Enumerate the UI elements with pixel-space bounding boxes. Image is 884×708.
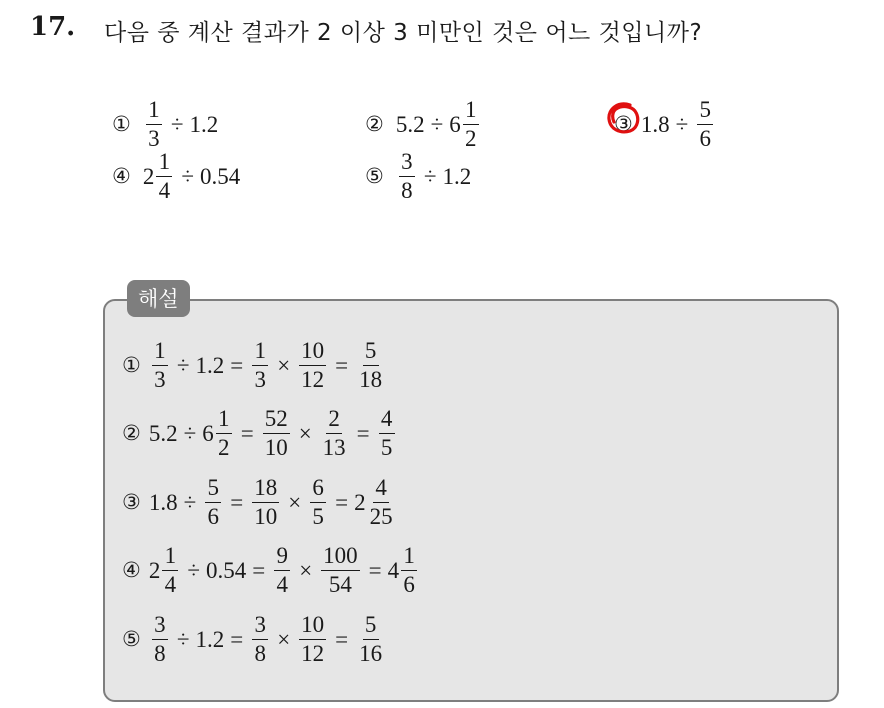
question-text: 다음 중 계산 결과가 2 이상 3 미만인 것은 어느 것입니까? (104, 20, 703, 46)
mixed-whole: 2 (142, 164, 155, 190)
fraction: $\frac{18}{10}$ (254, 475, 278, 530)
operand: 1.2 (442, 164, 472, 190)
divide-operator: ÷ (183, 490, 197, 516)
equals-sign: = (335, 353, 349, 379)
operand: 1.2 (195, 627, 225, 653)
explanation-line-4 (122, 544, 420, 598)
divide-operator: ÷ (423, 164, 437, 190)
equals-sign: = (335, 490, 349, 516)
line-marker: ⑤ (122, 627, 141, 652)
fraction: $\frac{4}{5}$ (379, 407, 395, 461)
mixed-whole: 2 (148, 558, 161, 584)
explanation-line-1 (122, 339, 387, 393)
fraction: $\frac{52}{10}$ (264, 406, 288, 461)
fraction: $\frac{5}{16}$ (359, 612, 383, 667)
operand: 5.2 (395, 112, 425, 138)
choice-marker: ④ (112, 164, 131, 189)
multiply-operator: × (298, 421, 312, 447)
explanation-line-3 (122, 476, 398, 530)
fraction: $\frac{5}{6}$ (205, 476, 221, 530)
divide-operator: ÷ (176, 353, 190, 379)
equals-sign: = (356, 421, 370, 447)
equals-sign: = (230, 353, 244, 379)
equals-sign: = (335, 627, 349, 653)
line-marker: ③ (122, 490, 141, 515)
fraction: $\frac{1}{4}$ (162, 544, 178, 598)
fraction: $\frac{2}{13}$ (322, 406, 346, 461)
divide-operator: ÷ (430, 112, 444, 138)
line-marker: ② (122, 421, 141, 446)
equals-sign: = (240, 421, 254, 447)
question-number: 17. (30, 12, 76, 42)
choice-2[interactable] (365, 98, 482, 152)
mixed-whole: 2 (354, 490, 366, 516)
divide-operator: ÷ (187, 558, 200, 584)
operand: 1.8 (148, 490, 178, 516)
mixed-whole: 4 (387, 558, 400, 584)
multiply-operator: × (277, 627, 291, 653)
fraction: $\frac{100}{54}$ (323, 543, 358, 598)
fraction: $\frac{1}{4}$ (156, 150, 172, 204)
fraction: $\frac{5}{6}$ (697, 98, 713, 152)
equals-sign: = (252, 558, 266, 584)
line-marker: ① (122, 353, 141, 378)
operand: 0.54 (199, 164, 241, 190)
fraction: $\frac{10}{12}$ (301, 612, 325, 667)
divide-operator: ÷ (183, 421, 197, 447)
divide-operator: ÷ (176, 627, 190, 653)
operand: 5.2 (148, 421, 178, 447)
fraction: $\frac{1}{2}$ (216, 407, 232, 461)
divide-operator: ÷ (181, 164, 194, 190)
divide-operator: ÷ (170, 112, 184, 138)
fraction: $\frac{3}{8}$ (252, 613, 268, 667)
fraction: $\frac{3}{8}$ (399, 150, 415, 204)
line-marker: ④ (122, 558, 141, 583)
operand: 1.8 (640, 112, 670, 138)
choice-1[interactable] (112, 98, 218, 152)
multiply-operator: × (288, 490, 302, 516)
fraction: $\frac{1}{6}$ (401, 544, 417, 598)
explanation-line-2 (122, 407, 398, 461)
fraction: $\frac{5}{18}$ (359, 338, 383, 393)
divide-operator: ÷ (675, 112, 689, 138)
mixed-whole: 6 (449, 112, 461, 138)
answer-selection-mark (604, 99, 642, 137)
fraction: $\frac{1}{3}$ (146, 98, 162, 152)
choice-4[interactable] (112, 150, 240, 204)
operand: 1.2 (195, 353, 225, 379)
mixed-whole: 6 (202, 421, 214, 447)
explanation-label: 해설 (127, 280, 190, 317)
choice-marker: ② (365, 112, 384, 137)
fraction: $\frac{1}{3}$ (252, 339, 268, 393)
explanation-line-5 (122, 613, 387, 667)
fraction: $\frac{4}{25}$ (369, 475, 393, 530)
equals-sign: = (368, 558, 382, 584)
choice-marker: ⑤ (365, 164, 384, 189)
choice-marker: ① (112, 112, 131, 137)
choice-5[interactable] (365, 150, 471, 204)
choice-marker: ③ (614, 112, 633, 137)
fraction: $\frac{3}{8}$ (152, 613, 168, 667)
operand: 1.2 (189, 112, 219, 138)
fraction: $\frac{10}{12}$ (301, 338, 325, 393)
fraction: $\frac{1}{3}$ (152, 339, 168, 393)
operand: 0.54 (205, 558, 247, 584)
multiply-operator: × (277, 353, 291, 379)
fraction: $\frac{9}{4}$ (274, 544, 290, 598)
equals-sign: = (230, 490, 244, 516)
fraction: $\frac{6}{5}$ (310, 476, 326, 530)
equals-sign: = (230, 627, 244, 653)
fraction: $\frac{1}{2}$ (463, 98, 479, 152)
multiply-operator: × (299, 558, 313, 584)
